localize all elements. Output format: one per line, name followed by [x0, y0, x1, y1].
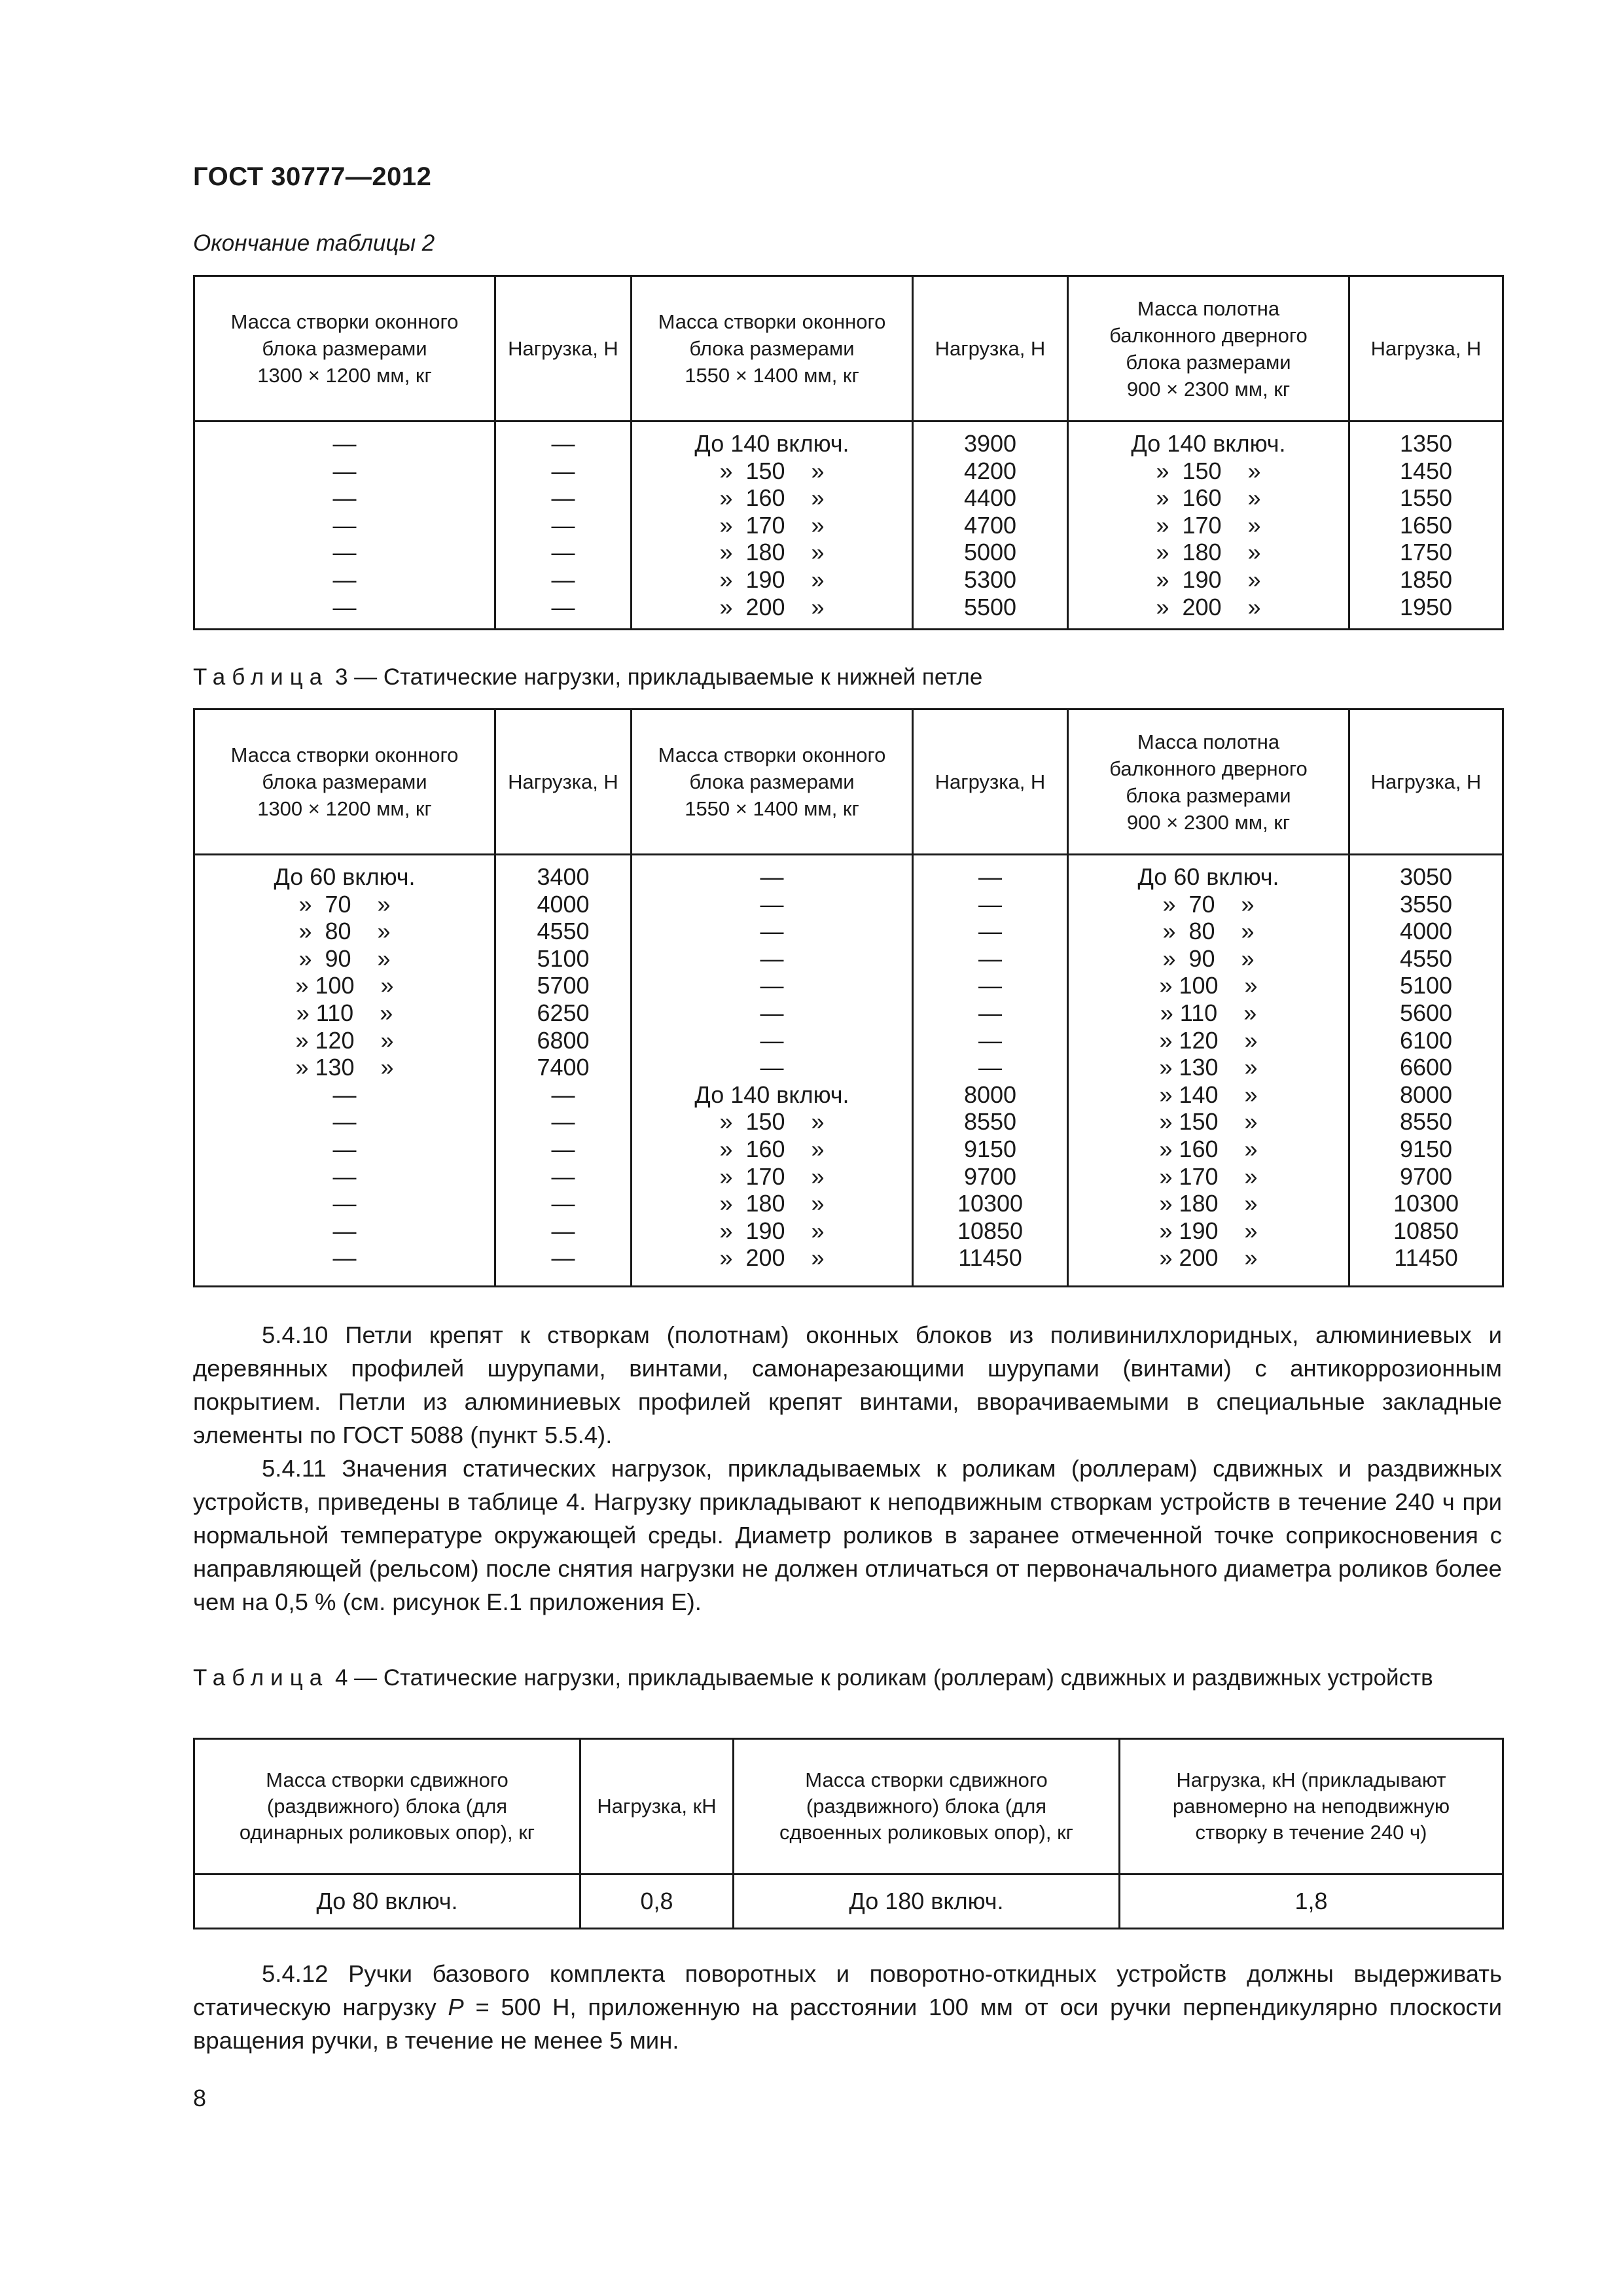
- column-header: Нагрузка, Н: [495, 709, 632, 855]
- table-3-caption: [193, 664, 982, 691]
- table-3: [193, 708, 1504, 1287]
- table-cell: До 180 включ.: [734, 1874, 1120, 1929]
- paragraph-5-4-11: 5.4.11 Значения статических нагрузок, прикладываемых к роликам (роллерам) сдвижных и раздвижных устройств, приведены в таблице 4. Нагрузку прикладывают к неподвижным створкам устройств в течение 240 ч при нормальной температуре окружающей среды. Диаметр роликов в заранее отмеченной точке соприкосновения с направляющей (рельсом) после снятия нагрузки не должен отличаться от первоначального диаметра роликов более чем на 0,5 % (см. рисунок Е.1 приложения Е).: [193, 1455, 1502, 1615]
- table-4-caption: [193, 1662, 1502, 1694]
- document-code: ГОСТ 30777—2012: [193, 162, 432, 191]
- table-2-continuation: [193, 275, 1504, 630]
- table-cell: До 60 включ. » 70 » » 80 » » 90 » » 100 » » 110 » » 120 » » 130 » — — — — — — —: [194, 855, 495, 1287]
- table-label: Таблица: [193, 664, 329, 690]
- table-cell: До 140 включ. » 150 » » 160 » » 170 » » 180 » » 190 » » 200 »: [632, 422, 913, 630]
- body-text-block: [193, 1318, 1502, 1619]
- column-header: Масса створки оконного блока размерами 1550 × 1400 мм, кг: [632, 276, 913, 422]
- column-header: Нагрузка, кН (прикладывают равномерно на неподвижную створку в течение 240 ч): [1120, 1739, 1503, 1874]
- table-cell: До 60 включ. » 70 » » 80 » » 90 » » 100 » » 110 » » 120 » » 130 » » 140 » » 150 » » 160 » » 170 » » 180 » » 190 » » 200 »: [1068, 855, 1349, 1287]
- table-cell: — — — — — — —: [194, 422, 495, 630]
- column-header: Нагрузка, Н: [913, 276, 1068, 422]
- paragraph-5-4-12: [193, 1957, 1502, 2057]
- table-label: Таблица: [193, 1665, 329, 1691]
- page-number: 8: [193, 2085, 207, 2111]
- paragraph-5-4-10: 5.4.10 Петли крепят к створкам (полотнам) оконных блоков из поливинилхлоридных, алюминиевых и деревянных профилей шурупами, винтами, самонарезающими шурупами (винтами) с антикоррозионным покрытием. Петли из алюминиевых профилей крепят винтами, вворачиваемыми в специальные закладные элементы по ГОСТ 5088 (пункт 5.5.4).: [193, 1321, 1502, 1448]
- table-title: 3 — Статические нагрузки, прикладываемые к нижней петле: [329, 664, 983, 690]
- table-cell: — — — — — — — — До 140 включ. » 150 » » 160 » » 170 » » 180 » » 190 » » 200 »: [632, 855, 913, 1287]
- paragraph-text: 5.4.12 Ручки базового комплекта поворотных и поворотно-откидных устройств должны выдерживать статическую нагрузку: [193, 1960, 1502, 2020]
- table-cell: 1,8: [1120, 1874, 1503, 1929]
- column-header: Масса створки оконного блока размерами 1300 × 1200 мм, кг: [194, 276, 495, 422]
- table-cell: 0,8: [580, 1874, 734, 1929]
- table-title: 4 — Статические нагрузки, прикладываемые к роликам (роллерам) сдвижных и раздвижных устройств: [329, 1665, 1433, 1691]
- paragraph-text: = 500 Н, приложенную на расстоянии 100 мм от оси ручки перпендикулярно плоскости вращения ручки, в течение не менее 5 мин.: [193, 1994, 1502, 2054]
- table-cell: 1350 1450 1550 1650 1750 1850 1950: [1349, 422, 1503, 630]
- table-4: [193, 1738, 1504, 1929]
- column-header: Нагрузка, Н: [1349, 276, 1503, 422]
- table-cell: — — — — — — —: [495, 422, 632, 630]
- column-header: Нагрузка, кН: [580, 1739, 734, 1874]
- column-header: Масса полотна балконного дверного блока размерами 900 × 2300 мм, кг: [1068, 709, 1349, 855]
- table-cell: — — — — — — — — 8000 8550 9150 9700 10300 10850 11450: [913, 855, 1068, 1287]
- column-header: Нагрузка, Н: [495, 276, 632, 422]
- column-header: Масса створки сдвижного (раздвижного) блока (для сдвоенных роликовых опор), кг: [734, 1739, 1120, 1874]
- column-header: Масса створки сдвижного (раздвижного) блока (для одинарных роликовых опор), кг: [194, 1739, 580, 1874]
- column-header: Нагрузка, Н: [1349, 709, 1503, 855]
- body-text-block-2: [193, 1957, 1502, 2057]
- table-cell: До 80 включ.: [194, 1874, 580, 1929]
- column-header: Масса полотна балконного дверного блока размерами 900 × 2300 мм, кг: [1068, 276, 1349, 422]
- table-cell: 3050 3550 4000 4550 5100 5600 6100 6600 8000 8550 9150 9700 10300 10850 11450: [1349, 855, 1503, 1287]
- force-variable: P: [448, 1994, 464, 2020]
- table-2-continuation-caption: Окончание таблицы 2: [193, 230, 435, 256]
- table-cell: 3900 4200 4400 4700 5000 5300 5500: [913, 422, 1068, 630]
- column-header: Масса створки оконного блока размерами 1300 × 1200 мм, кг: [194, 709, 495, 855]
- column-header: Нагрузка, Н: [913, 709, 1068, 855]
- table-cell: 3400 4000 4550 5100 5700 6250 6800 7400 — — — — — — —: [495, 855, 632, 1287]
- column-header: Масса створки оконного блока размерами 1550 × 1400 мм, кг: [632, 709, 913, 855]
- table-cell: До 140 включ. » 150 » » 160 » » 170 » » 180 » » 190 » » 200 »: [1068, 422, 1349, 630]
